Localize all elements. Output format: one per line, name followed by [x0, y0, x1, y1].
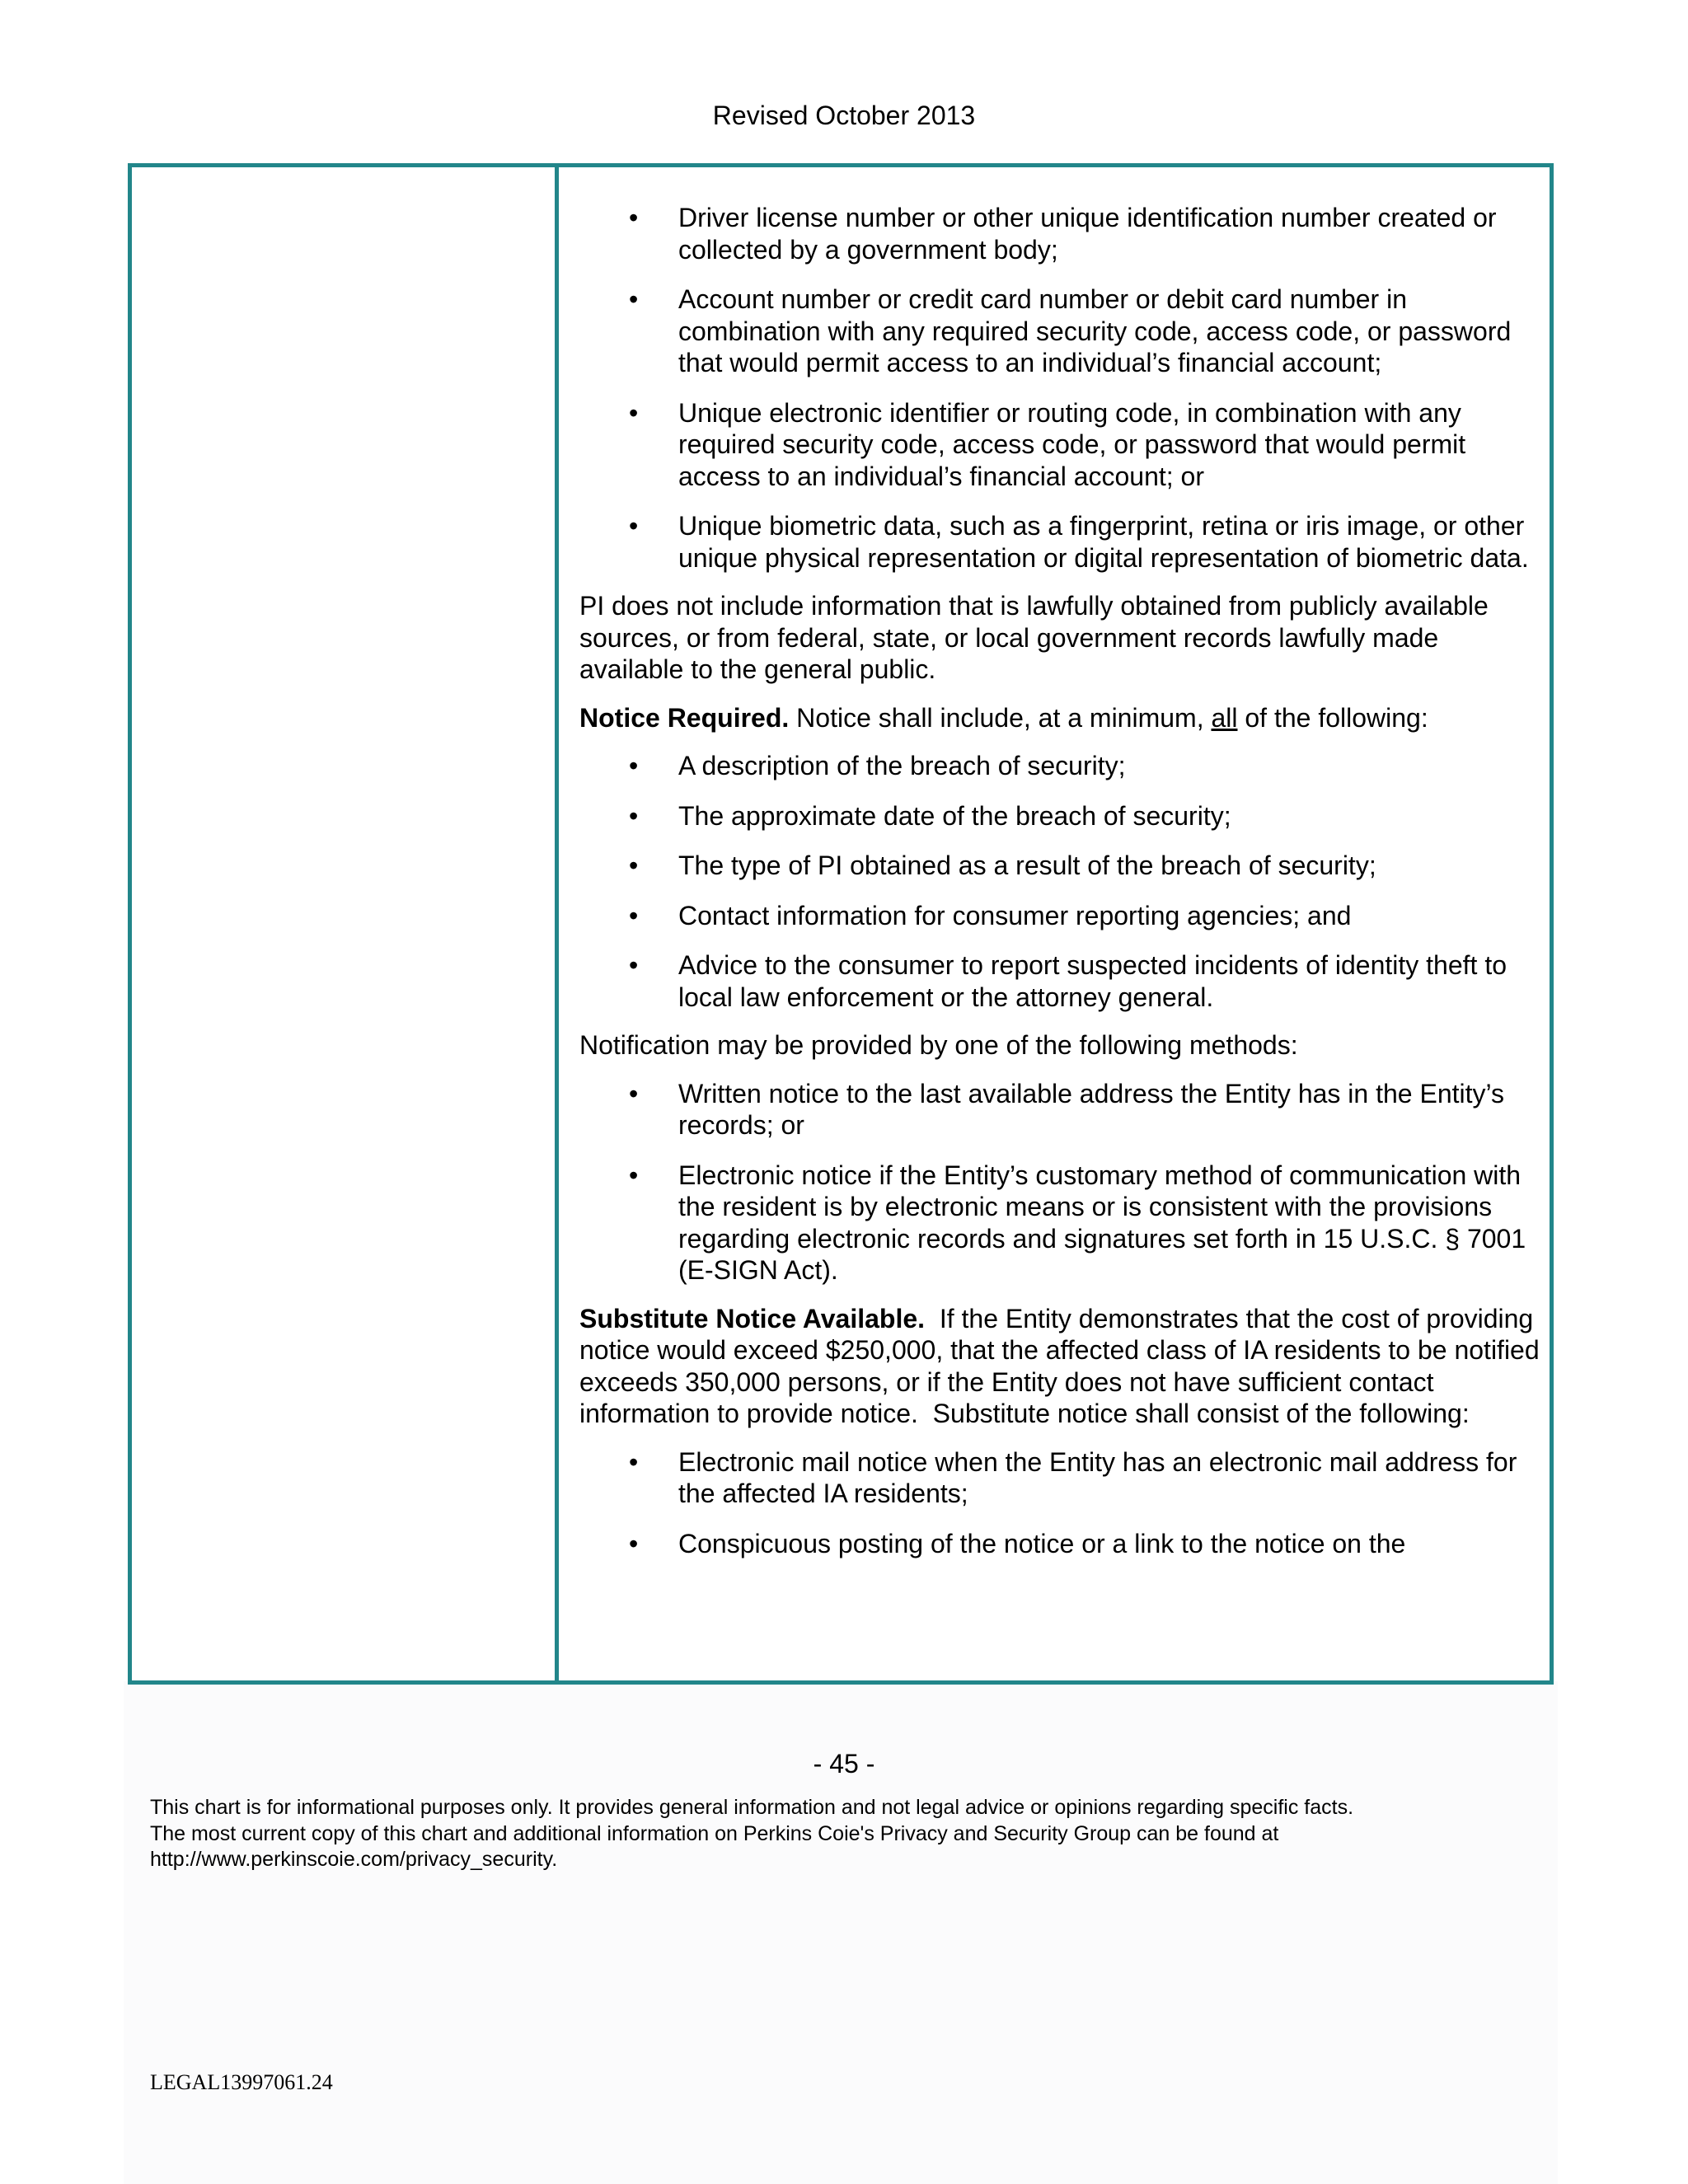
disclaimer-url: http://www.perkinscoie.com/privacy_security. — [150, 1848, 558, 1871]
requirements-cell — [579, 202, 1547, 1577]
pi-exclusion-paragraph: PI does not include information that is lawfully obtained from publicly available sources, or from federal, state, or local government records lawfully made available to the general public. — [579, 591, 1489, 684]
list-item: • Driver license number or other unique identification number created or collected by a government body; — [629, 203, 1497, 265]
bullet-icon: • — [629, 751, 639, 780]
notice-required-paragraph: Notice Required. Notice shall include, at a minimum, all of the following: — [579, 702, 1428, 733]
bullet-icon: • — [629, 900, 639, 930]
disclaimer-footer — [150, 1795, 1601, 1873]
list-item: • Written notice to the last available address the Entity has in the Entity’s records; or — [629, 1078, 1505, 1140]
notice-contents-list — [579, 750, 1540, 1013]
bullet-icon: • — [629, 800, 639, 831]
pi-elements-list — [579, 202, 1540, 574]
bullet-icon: • — [629, 1078, 639, 1108]
bullet-icon: • — [629, 284, 639, 314]
revision-date: Revised October 2013 — [712, 101, 976, 130]
state-table-row — [128, 163, 1554, 1685]
list-item: • Electronic mail notice when the Entity has an electronic mail address for the affected IA residents; — [629, 1446, 1517, 1508]
disclaimer-line: The most current copy of this chart and additional information on Perkins Coie's Privacy and Security Group can be found at — [150, 1821, 1279, 1845]
document-id: LEGAL13997061.24 — [150, 2070, 333, 2094]
substitute-notice-list — [579, 1446, 1540, 1560]
column-divider — [555, 167, 559, 1680]
bullet-icon: • — [629, 203, 639, 232]
list-item: • Unique biometric data, such as a fingerprint, retina or iris image, or other unique physical representation or digital representation of biometric data. — [629, 511, 1529, 573]
list-item: • Advice to the consumer to report suspected incidents of identity theft to local law enforcement or the attorney general. — [629, 950, 1507, 1012]
bullet-icon: • — [629, 511, 639, 541]
disclaimer-line: This chart is for informational purposes only. It provides general information and not legal advice or opinions regarding specific facts. — [150, 1796, 1354, 1819]
bullet-icon: • — [629, 950, 639, 980]
notification-methods-intro: Notification may be provided by one of the following methods: — [579, 1030, 1298, 1060]
bullet-icon: • — [629, 397, 639, 428]
list-item: • The approximate date of the breach of security; — [629, 800, 1231, 831]
list-item: • Account number or credit card number or debit card number in combination with any required security code, access code, or password that would permit access to an individual’s financial account; — [629, 284, 1512, 377]
list-item: • Unique electronic identifier or routing code, in combination with any required security code, access code, or password that would permit access to an individual’s financial account; or — [629, 397, 1466, 491]
bullet-icon: • — [629, 1528, 639, 1558]
substitute-notice-heading: Substitute Notice Available. — [579, 1303, 926, 1333]
substitute-notice-paragraph: Substitute Notice Available. If the Entity demonstrates that the cost of providing notice would exceed $250,000, that the affected class of IA residents to be notified exceeds 350,000 persons, or if the Entity does not have sufficient contact information to provide notice. Substitute notice shall consist of the following: — [579, 1303, 1547, 1428]
list-item: • Conspicuous posting of the notice or a link to the notice on the — [629, 1528, 1406, 1558]
bullet-icon: • — [629, 1160, 639, 1190]
list-item: • A description of the breach of security; — [629, 751, 1126, 780]
list-item: • Electronic notice if the Entity’s customary method of communication with the resident is by electronic means or is consistent with the provisions regarding electronic records and signatures set forth in 15 U.S.C. § 7001 (E-SIGN Act). — [629, 1160, 1526, 1285]
bullet-icon: • — [629, 1446, 639, 1477]
notification-methods-list — [579, 1078, 1540, 1286]
bullet-icon: • — [629, 851, 639, 880]
list-item: • Contact information for consumer reporting agencies; and — [629, 900, 1352, 930]
list-item: • The type of PI obtained as a result of the breach of security; — [629, 851, 1376, 880]
page-number: - 45 - — [813, 1749, 875, 1779]
notice-required-heading: Notice Required. — [579, 702, 790, 733]
